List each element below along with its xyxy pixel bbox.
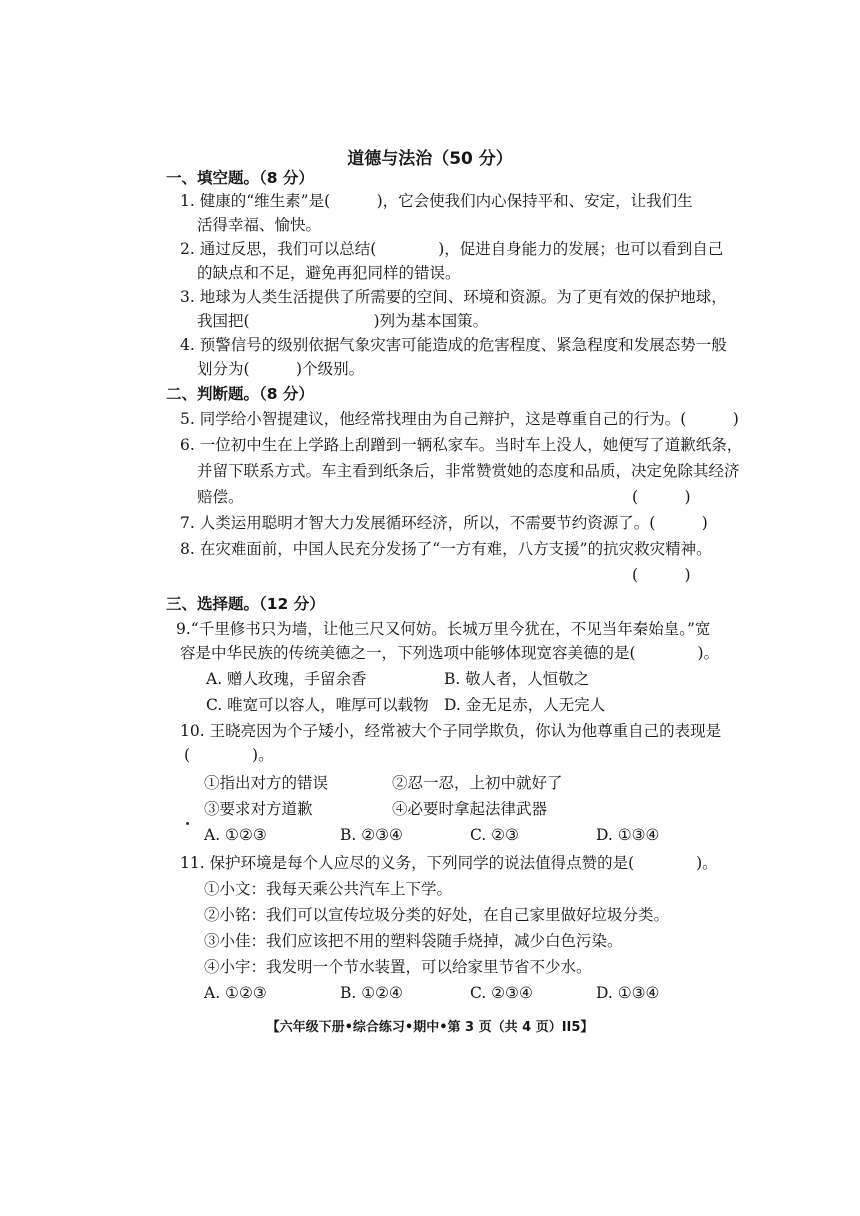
section-heading-fill-blank: 一、填空题。（8 分） bbox=[166, 169, 314, 187]
question-11-item-2: ②小铭：我们可以宣传垃圾分类的好处，在自己家里做好垃圾分类。 bbox=[204, 906, 670, 924]
question-6-line-1: 6. 一位初中生在上学路上刮蹭到一辆私家车。当时车上没人，她便写了道歉纸条， bbox=[180, 436, 743, 454]
question-10-line-2: ( )。 bbox=[184, 746, 274, 764]
scan-speck bbox=[186, 822, 189, 825]
question-9-option-d: D. 金无足赤，人无完人 bbox=[444, 696, 606, 714]
question-3-line-1: 3. 地球为人类生活提供了所需要的空间、环境和资源。为了更有效的保护地球， bbox=[180, 288, 727, 306]
question-10-item-4: ④必要时拿起法律武器 bbox=[392, 800, 548, 818]
question-10-option-c: C. ②③ bbox=[470, 826, 519, 844]
question-4-line-1: 4. 预警信号的级别依据气象灾害可能造成的危害程度、紧急程度和发展态势一般 bbox=[180, 336, 727, 354]
question-11-item-4: ④小宇：我发明一个节水装置，可以给家里节省不少水。 bbox=[204, 958, 592, 976]
question-9-option-c: C. 唯宽可以容人，唯厚可以载物 bbox=[206, 696, 429, 714]
question-9-line-1: 9.“千里修书只为墙，让他三尺又何妨。长城万里今犹在，不见当年秦始皇。”宽 bbox=[176, 620, 711, 638]
question-2-line-1: 2. 通过反思，我们可以总结( )，促进自身能力的发展；也可以看到自己 bbox=[180, 240, 724, 258]
question-10-item-3: ③要求对方道歉 bbox=[204, 800, 313, 818]
section-heading-multiple-choice: 三、选择题。（12 分） bbox=[166, 595, 325, 613]
question-10-option-a: A. ①②③ bbox=[204, 826, 267, 844]
question-11-option-d: D. ①③④ bbox=[596, 984, 660, 1002]
question-10-option-d: D. ①③④ bbox=[596, 826, 660, 844]
question-5: 5. 同学给小智提建议，他经常找理由为自己辩护，这是尊重自己的行为。( ) bbox=[180, 410, 739, 428]
question-1-line-1: 1. 健康的“维生素”是( )，它会使我们内心保持平和、安定，让我们生 bbox=[180, 192, 693, 210]
question-6-line-2: 并留下联系方式。车主看到纸条后，非常赞赏她的态度和品质，决定免除其经济 bbox=[197, 462, 740, 480]
question-11-option-a: A. ①②③ bbox=[204, 984, 267, 1002]
question-9-option-a: A. 赠人玫瑰，手留余香 bbox=[206, 670, 367, 688]
question-6-answer-paren: ( ) bbox=[632, 488, 691, 506]
question-1-line-2: 活得幸福、愉快。 bbox=[197, 216, 322, 234]
question-11: 11. 保护环境是每个人应尽的义务，下列同学的说法值得点赞的是( )。 bbox=[180, 854, 718, 872]
question-6-line-3: 赔偿。 bbox=[197, 488, 244, 506]
question-11-option-b: B. ①②④ bbox=[340, 984, 403, 1002]
page-footer: 【六年级下册•综合练习•期中•第 3 页（共 4 页）II5】 bbox=[266, 1020, 594, 1035]
question-10-line-1: 10. 王晓亮因为个子矮小，经常被大个子同学欺负，你认为他尊重自己的表现是 bbox=[180, 722, 722, 740]
question-9-option-b: B. 敬人者，人恒敬之 bbox=[444, 670, 590, 688]
question-10-item-1: ①指出对方的错误 bbox=[204, 774, 329, 792]
question-4-line-2: 划分为( )个级别。 bbox=[197, 360, 365, 378]
question-7: 7. 人类运用聪明才智大力发展循环经济，所以，不需要节约资源了。( ) bbox=[180, 514, 708, 532]
question-11-item-3: ③小佳：我们应该把不用的塑料袋随手烧掉，减少白色污染。 bbox=[204, 932, 623, 950]
question-8: 8. 在灾难面前，中国人民充分发扬了“一方有难，八方支援”的抗灾救灾精神。 bbox=[180, 540, 712, 558]
page-title: 道德与法治（50 分） bbox=[347, 149, 513, 169]
question-10-item-2: ②忍一忍，上初中就好了 bbox=[392, 774, 563, 792]
section-heading-true-false: 二、判断题。（8 分） bbox=[166, 385, 314, 403]
question-9-line-2: 容是中华民族的传统美德之一，下列选项中能够体现宽容美德的是( )。 bbox=[180, 644, 720, 662]
question-11-item-1: ①小文：我每天乘公共汽车上下学。 bbox=[204, 880, 453, 898]
question-8-answer-paren: ( ) bbox=[632, 566, 691, 584]
question-10-option-b: B. ②③④ bbox=[340, 826, 403, 844]
question-3-line-2: 我国把( )列为基本国策。 bbox=[197, 312, 489, 330]
question-2-line-2: 的缺点和不足，避免再犯同样的错误。 bbox=[197, 264, 461, 282]
question-11-option-c: C. ②③④ bbox=[470, 984, 533, 1002]
